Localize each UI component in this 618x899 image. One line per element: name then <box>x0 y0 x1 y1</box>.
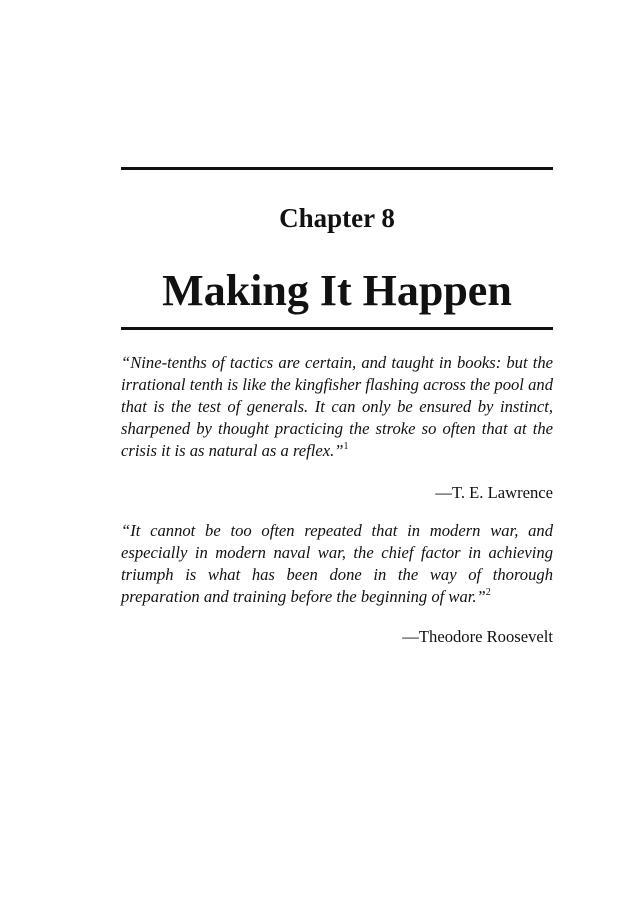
footnote-marker: 2 <box>485 587 491 598</box>
epigraph-quote-lawrence <box>121 352 553 462</box>
epigraph-quote-roosevelt <box>121 520 553 608</box>
epigraph-attribution-lawrence: —T. E. Lawrence <box>435 483 553 502</box>
bottom-rule <box>121 327 553 330</box>
epigraph-text: “It cannot be too often repeated that in modern war, and especially in modern naval war, the chief factor in achieving triumph is what has been done in the way of thorough preparation and training before the beginning of war.” <box>121 521 553 606</box>
chapter-title: Making It Happen <box>162 266 512 315</box>
top-rule <box>121 167 553 170</box>
epigraph-text: “Nine-tenths of tactics are certain, and taught in books: but the irrational tenth is like the kingfisher flashing across the pool and that is the test of generals. It can only be ensured by instinct, sharpened by thought practicing the stroke so often that at the crisis it is as natural as a reflex.” <box>121 353 553 460</box>
epigraph-attribution-roosevelt: —Theodore Roosevelt <box>402 627 553 646</box>
chapter-number: Chapter 8 <box>279 203 395 233</box>
footnote-marker: 1 <box>343 441 349 452</box>
